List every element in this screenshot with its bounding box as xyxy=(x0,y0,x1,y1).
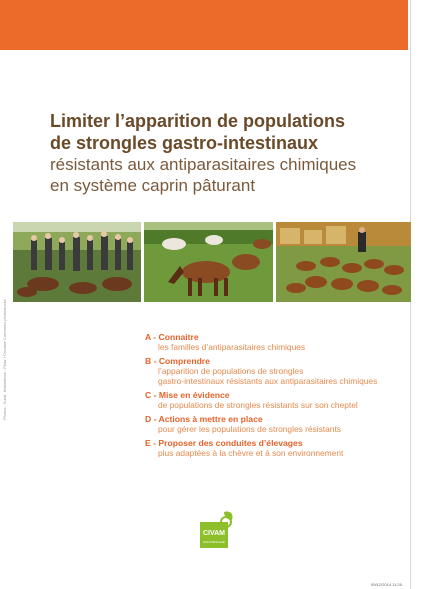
document-title xyxy=(50,110,400,196)
section-description: plus adaptées à la chèvre et à son environnement xyxy=(158,448,344,458)
section-heading: D - Actions à mettre en place xyxy=(145,414,263,424)
header-band xyxy=(0,0,408,50)
section-description: l’apparition de populations de strongles xyxy=(158,366,304,376)
photo-herd-field xyxy=(276,222,411,302)
section-list xyxy=(145,332,405,462)
section-heading: B - Comprendre xyxy=(145,356,210,366)
section-description: de populations de strongles résistants sur son cheptel xyxy=(158,400,358,410)
section-heading: C - Mise en évidence xyxy=(145,390,230,400)
section-e xyxy=(145,438,405,458)
civam-logo xyxy=(198,508,238,552)
photo-credit-text: Photos : Surat. Illustrations : Flickr / Creative Commons photostocks xyxy=(2,299,7,420)
section-c xyxy=(145,390,405,410)
photo-group-goats xyxy=(13,222,141,302)
logo-subtext: HAUT-BOCAGE xyxy=(203,540,225,544)
subtitle-line-2: en système caprin pâturant xyxy=(50,176,256,195)
title-line-1: Limiter l’apparition de populations xyxy=(50,111,346,131)
photo-credit xyxy=(2,299,8,420)
section-description: les familles d’antiparasitaires chimiques xyxy=(158,342,306,352)
section-b xyxy=(145,356,405,386)
section-heading: A - Connaitre xyxy=(145,332,199,342)
title-line-2: de strongles gastro-intestinaux xyxy=(50,133,319,153)
photo-strip xyxy=(13,222,411,302)
logo-text: CIVAM xyxy=(202,530,226,537)
section-description: pour gérer les populations de strongles résistants xyxy=(158,424,341,434)
section-d xyxy=(145,414,405,434)
footer-stamp: 09/12/2014 11:26 xyxy=(371,582,402,587)
section-heading: E - Proposer des conduites d’élevages xyxy=(145,438,303,448)
section-description: gastro-intestinaux résistants aux antiparasitaires chimiques xyxy=(158,376,378,386)
photo-goats-pasture xyxy=(144,222,273,302)
subtitle-line-1: résistants aux antiparasitaires chimiques xyxy=(50,155,357,174)
section-a xyxy=(145,332,405,352)
